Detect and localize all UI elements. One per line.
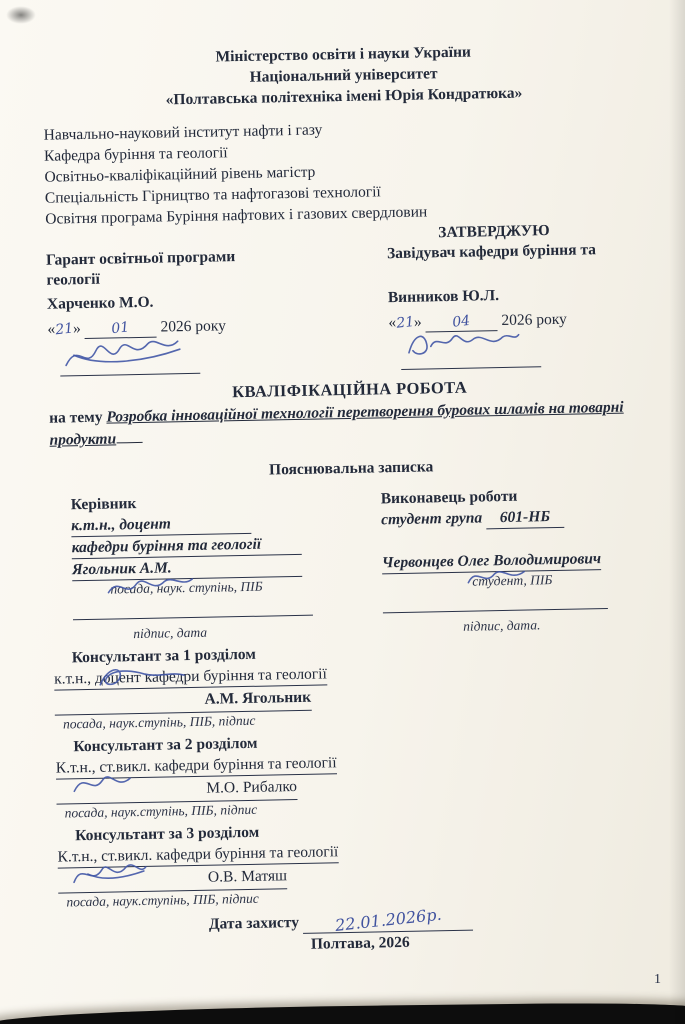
supervisor-line1: к.т.н., доцент [71, 513, 251, 537]
consultant2-label: Консультант за 2 розділом [73, 734, 258, 756]
year-text: 2026 року [501, 310, 568, 330]
executor-name: Червонцев Олег Володимирович [382, 549, 602, 574]
executor-caption1: студент, ПІБ [472, 572, 553, 589]
work-subtitle: Пояснювальна записка [268, 458, 434, 479]
department-line: Кафедра буріння та геології [43, 144, 228, 165]
approve-left-column [46, 244, 383, 376]
page-number: 1 [654, 972, 661, 987]
theme-prefix: на тему [48, 408, 103, 427]
speciality-line: Спеціальність Гірництво та нафтогазові технології [44, 183, 381, 207]
consultant3-signature-line [58, 864, 288, 893]
approve-title: ЗАТВЕРДЖУЮ [438, 222, 550, 242]
head-signature-line [401, 334, 542, 370]
consultant1-label: Консультант за 1 розділом [71, 645, 256, 667]
university-line: Національний університет [249, 65, 438, 86]
guarantor-role-line1: Гарант освітньої програми [45, 248, 236, 269]
consultant1-signature-line [54, 686, 311, 716]
guarantor-role-line2: геології [46, 270, 100, 289]
quote-open: « [47, 320, 56, 338]
guarantor-signature [59, 329, 190, 375]
quote-open: « [388, 314, 397, 332]
consultant-block-3 [57, 814, 661, 912]
theme-underline-tail [116, 442, 142, 443]
executor-line1-prefix: студент група [380, 509, 483, 529]
head-signature [400, 323, 525, 365]
institute-block [43, 113, 647, 230]
guarantor-signature-line [60, 341, 201, 377]
executor-signature-line [383, 588, 608, 613]
consultant1-position: к.т.н., доцент кафедри буріння та геології [54, 663, 327, 690]
level-line: Освітньо-кваліфікаційний рівень магістр [44, 163, 316, 186]
supervisor-signature [102, 571, 199, 601]
university-name-line: «Полтавська політехніка імені Юрія Кондратюка» [165, 84, 523, 109]
consultant3-name: О.В. Матяш [207, 867, 288, 886]
city-year: Полтава, 2026 [310, 933, 410, 953]
executor-group: 601-НБ [486, 507, 564, 529]
supervisor-line2: кафедри буріння та геології [71, 534, 301, 559]
quote-close: » [413, 313, 422, 331]
handwritten-month: 01 [110, 319, 131, 338]
supervisor-name: Ягольник А.М. [72, 556, 302, 581]
defense-date-blank [303, 904, 473, 935]
handwritten-month: 04 [451, 312, 472, 331]
handwritten-day: 21 [395, 313, 415, 332]
roles-section [51, 483, 656, 645]
document-content [42, 38, 661, 959]
head-role-line1: Завідувач кафедри буріння та [386, 241, 597, 263]
executor-signature [462, 563, 532, 588]
handwritten-day: 21 [54, 320, 74, 339]
program-line: Освітня програма Буріння нафтових і газових свердловин [45, 203, 428, 228]
consultant2-name: М.О. Рибалко [206, 778, 298, 797]
ministry-header [42, 38, 645, 113]
defense-label: Дата захисту [208, 914, 300, 933]
consultant3-caption: посада, наук.ступінь, ПІБ, підпис [66, 890, 259, 910]
executor-label: Виконавець роботи [380, 487, 518, 508]
consultant2-signature-line [56, 775, 297, 805]
consultant3-position: К.т.н., ст.викл. кафедри буріння та геології [57, 841, 338, 868]
institute-line: Навчально-науковий інститут нафти і газу [43, 121, 323, 144]
consultant3-signature [68, 857, 153, 891]
ministry-line: Міністерство освіти і науки України [215, 43, 472, 66]
consultant2-signature [66, 768, 139, 799]
supervisor-caption1: посада, наук. ступінь, ПІБ [110, 578, 263, 597]
consultant3-label: Консультант за 3 розділом [74, 823, 260, 845]
approve-section [46, 239, 650, 377]
consultant-block-2 [55, 725, 659, 823]
year-text: 2026 року [160, 317, 227, 336]
handwritten-defense-date: 22.01.2026р. [333, 904, 443, 935]
quote-close: » [72, 320, 81, 338]
supervisor-column [51, 488, 384, 644]
consultant2-position: К.т.н., ст.викл. кафедри буріння та геології [56, 752, 337, 779]
consultant1-caption: посада, наук.ступінь, ПІБ, підпис [62, 712, 256, 732]
supervisor-caption2: підпис, дата [133, 624, 208, 642]
scan-corner-smudge [6, 6, 36, 24]
work-title: КВАЛІФІКАЦІЙНА РОБОТА [231, 377, 468, 402]
guarantor-name: Харченко М.О. [46, 293, 154, 313]
scan-bottom-edge [0, 1002, 685, 1024]
consultant-block-1 [54, 636, 658, 734]
approve-right-column [387, 239, 650, 370]
executor-column [381, 483, 656, 638]
theme-text: Розробка інноваційної технології перетворення бурових шламів на товарні продукти [49, 398, 624, 449]
consultant2-caption: посада, наук.ступінь, ПІБ, підпис [64, 801, 258, 821]
consultant1-name: А.М. Ягольник [204, 688, 312, 708]
executor-caption2: підпис, дата. [463, 617, 541, 634]
head-name: Винников Ю.Л. [387, 287, 500, 307]
supervisor-label: Керівник [70, 495, 137, 514]
